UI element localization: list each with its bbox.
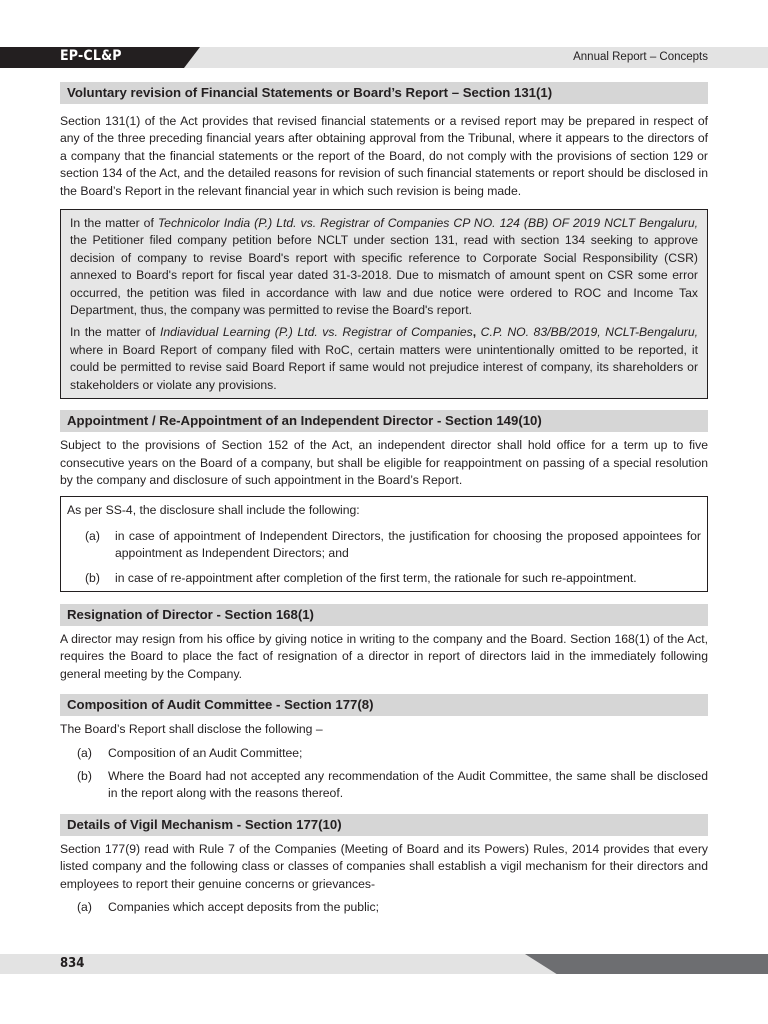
list-item-label: (b) [85,570,100,585]
list-item-label: (a) [85,528,100,543]
section-heading-177-10: Details of Vigil Mechanism - Section 177(10) [60,814,708,836]
case-text: the Petitioner filed company petition before NCLT under section 131, read with section 134 seeking to approve decision of company to revise Board's report with specific reference to Corporate Social Responsibility (CSR) annexed to Board's report for fiscal year dated 31-3-2018. Due to mismatch of amount spent on CSR some error occurred, the petition was filed in accordance with law and due notice were ordered to ROC and Income Tax Department, thus, the company was permitted to revise the Board's report. [70,233,698,318]
header-right-title: Annual Report – Concepts [573,51,708,63]
case-comma: , [472,325,477,340]
list-item-text: Where the Board had not accepted any recommendation of the Audit Committee, the same shall be disclosed in the report along with the reasons thereof. [108,768,708,801]
list-item [67,570,701,587]
case-law-box [60,209,708,399]
section-heading-149: Appointment / Re-Appointment of an Independent Director - Section 149(10) [60,410,708,432]
list-item-text: Composition of an Audit Committee; [108,745,303,760]
list-item-label: (a) [77,900,92,914]
page-content [60,82,708,916]
case-text: where in Board Report of company filed with RoC, certain matters were unintentionally omitted to be reported, it could be permitted to revise said Board Report if same would not prejudice interest of company, its shareholders or stakeholders or violate any provisions. [70,342,698,392]
ss4-intro: As per SS-4, the disclosure shall include the following: [67,503,360,518]
section-heading-168: Resignation of Director - Section 168(1) [60,604,708,626]
list-item-text: in case of re-appointment after completion of the first term, the rationale for such re-appointment. [115,570,637,585]
list-item-label: (b) [77,768,92,783]
list-item [60,899,708,916]
list-item [60,745,708,762]
section-body-131: Section 131(1) of the Act provides that revised financial statements or a revised report may be prepared in respect of any of the three preceding financial years after obtaining approval from the Tribunal, where it appears to the directors of a company that the financial statements or the report of the Board, do not comply with the provisions of section 129 or section 134 of the Act, and the detailed reasons for revision of such financial statements or report should be disclosed in the Board’s Report in the relevant financial year in which such revision is being made. [60,114,708,198]
case-citation-number: C.P. NO. 83/BB/2019, NCLT-Bengaluru, [476,325,698,340]
page-number: 834 [60,956,85,971]
case-citation-indiavidual: Indiavidual Learning (P.) Ltd. vs. Registrar of Companies [160,325,473,340]
section-body-168: A director may resign from his office by giving notice in writing to the company and the Board. Section 168(1) of the Act, requires the Board to place the fact of resignation of a director in report of directors laid in the immediately following general meeting by the Company. [60,631,708,681]
section-body-149: Subject to the provisions of Section 152 of the Act, an independent director shall hold office for a term up to five consecutive years on the Board of a company, but shall be eligible for reappointment on passing of a special resolution by the company and disclosure of such appointment in the Board’s Report. [60,438,708,487]
section-heading-131: Voluntary revision of Financial Statements or Board’s Report – Section 131(1) [60,82,708,104]
header-left-title: EP-CL&P [60,48,122,64]
ss4-disclosure-box [60,496,708,592]
list-item-label: (a) [77,745,92,760]
section-body-177-10: Section 177(9) read with Rule 7 of the Companies (Meeting of Board and its Powers) Rules, 2014 provides that every listed company and the following class or classes of companies shall establish a vigil mechanism for their directors and employees to report their genuine concerns or grievances- [60,841,708,891]
list-item-text: in case of appointment of Independent Directors, the justification for choosing the proposed appointees for appointment as Independent Directors; and [115,528,701,561]
case-prefix: In the matter of [70,325,160,340]
footer-accent [525,954,768,974]
case-citation-technicolor: Technicolor India (P.) Ltd. vs. Registrar of Companies CP NO. 124 (BB) OF 2019 NCLT Bengaluru, [157,216,698,231]
list-item-text: Companies which accept deposits from the public; [108,900,379,914]
section-heading-177-8: Composition of Audit Committee - Section 177(8) [60,694,708,716]
case-law-paragraph-1 [70,215,698,319]
list-item [60,768,708,803]
case-prefix: In the matter of [70,216,158,231]
case-law-paragraph-2 [70,324,698,394]
section-body-177-8: The Board’s Report shall disclose the following – [60,722,323,737]
list-item [67,528,701,563]
